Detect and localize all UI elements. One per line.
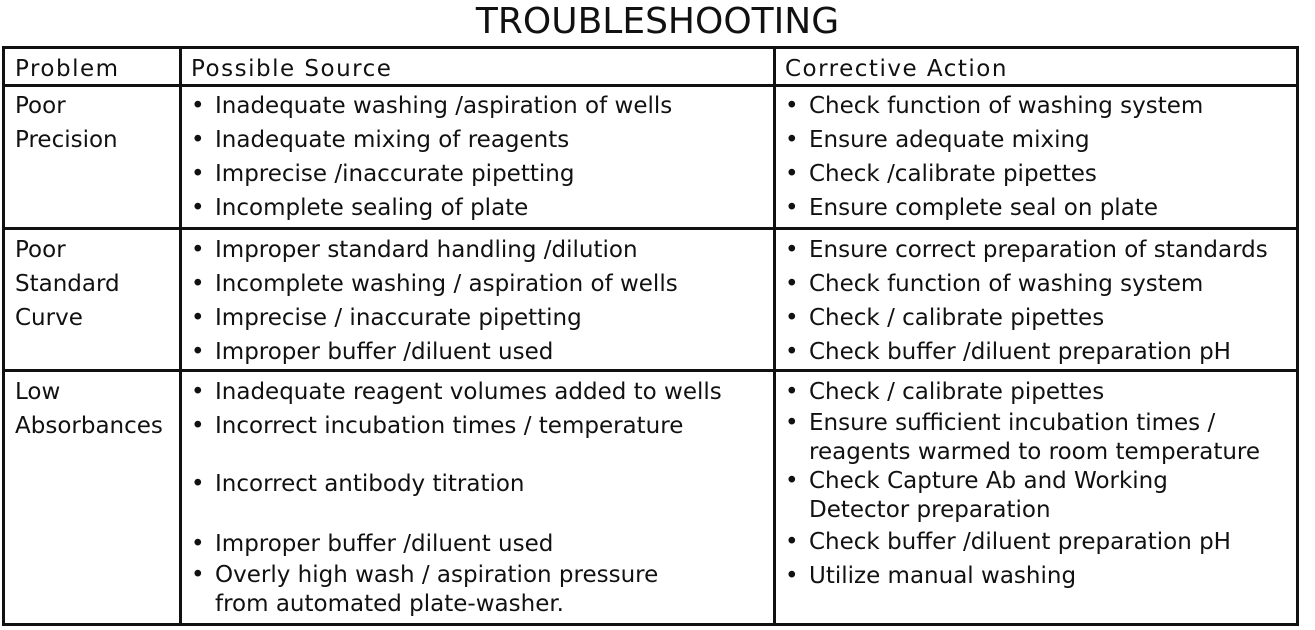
header-corrective-action: Corrective Action bbox=[785, 56, 1008, 82]
problem-text: Curve bbox=[15, 305, 83, 331]
source-item: • Inadequate mixing of reagents bbox=[185, 123, 672, 157]
source-item: • Incomplete sealing of plate bbox=[185, 191, 672, 225]
row-divider bbox=[5, 369, 1296, 372]
problem-text: Poor bbox=[15, 93, 66, 119]
action-item-line: reagents warmed to room temperature bbox=[809, 439, 1261, 465]
source-list bbox=[185, 375, 722, 619]
action-item: • Utilize manual washing bbox=[779, 559, 1260, 593]
source-item: • Imprecise / inaccurate pipetting bbox=[185, 301, 678, 335]
source-item: • Improper standard handling /dilution bbox=[185, 233, 678, 267]
action-item: • Ensure correct preparation of standards bbox=[779, 233, 1268, 267]
troubleshooting-table bbox=[2, 46, 1299, 626]
source-item: • Inadequate reagent volumes added to wells bbox=[185, 375, 722, 409]
row-divider bbox=[5, 227, 1296, 230]
action-list bbox=[779, 233, 1268, 369]
source-item-line: from automated plate-washer. bbox=[215, 591, 564, 617]
source-item: • Inadequate washing /aspiration of wells bbox=[185, 89, 672, 123]
action-item: • Ensure adequate mixing bbox=[779, 123, 1203, 157]
action-item: • Check / calibrate pipettes bbox=[779, 301, 1268, 335]
action-item: • Check /calibrate pipettes bbox=[779, 157, 1203, 191]
header-divider bbox=[5, 84, 1296, 87]
action-item-line: Detector preparation bbox=[809, 497, 1051, 523]
source-list bbox=[185, 89, 672, 225]
problem-text: Precision bbox=[15, 127, 118, 153]
problem-cell bbox=[15, 375, 163, 443]
action-item: • Check / calibrate pipettes bbox=[779, 375, 1260, 409]
problem-cell bbox=[15, 233, 120, 335]
problem-text: Poor bbox=[15, 237, 66, 263]
action-list bbox=[779, 89, 1203, 225]
source-item: • Incorrect antibody titration bbox=[185, 467, 722, 501]
source-item bbox=[185, 561, 722, 619]
source-item: • Improper buffer /diluent used bbox=[185, 335, 678, 369]
action-item bbox=[779, 467, 1260, 525]
source-item: • Incomplete washing / aspiration of wells bbox=[185, 267, 678, 301]
page-title: TROUBLESHOOTING bbox=[475, 1, 840, 42]
source-item: • Incorrect incubation times / temperature bbox=[185, 409, 722, 443]
header-possible-source: Possible Source bbox=[191, 56, 393, 82]
header-problem: Problem bbox=[15, 56, 120, 82]
action-item: • Ensure complete seal on plate bbox=[779, 191, 1203, 225]
action-item: • Check buffer /diluent preparation pH bbox=[779, 335, 1268, 369]
action-list bbox=[779, 375, 1260, 593]
problem-text: Low bbox=[15, 379, 61, 405]
problem-text: Standard bbox=[15, 271, 120, 297]
source-list bbox=[185, 233, 678, 369]
column-divider bbox=[773, 49, 776, 623]
problem-cell bbox=[15, 89, 118, 157]
source-item: • Improper buffer /diluent used bbox=[185, 527, 722, 561]
action-item-line: • Ensure sufficient incubation times / bbox=[809, 410, 1216, 436]
action-item: • Check function of washing system bbox=[779, 89, 1203, 123]
source-item-line: • Overly high wash / aspiration pressure bbox=[215, 562, 659, 588]
column-divider bbox=[179, 49, 182, 623]
problem-text: Absorbances bbox=[15, 413, 163, 439]
source-item: • Imprecise /inaccurate pipetting bbox=[185, 157, 672, 191]
action-item: • Check buffer /diluent preparation pH bbox=[779, 525, 1260, 559]
action-item-line: • Check Capture Ab and Working bbox=[809, 468, 1168, 494]
action-item bbox=[779, 409, 1260, 467]
action-item: • Check function of washing system bbox=[779, 267, 1268, 301]
